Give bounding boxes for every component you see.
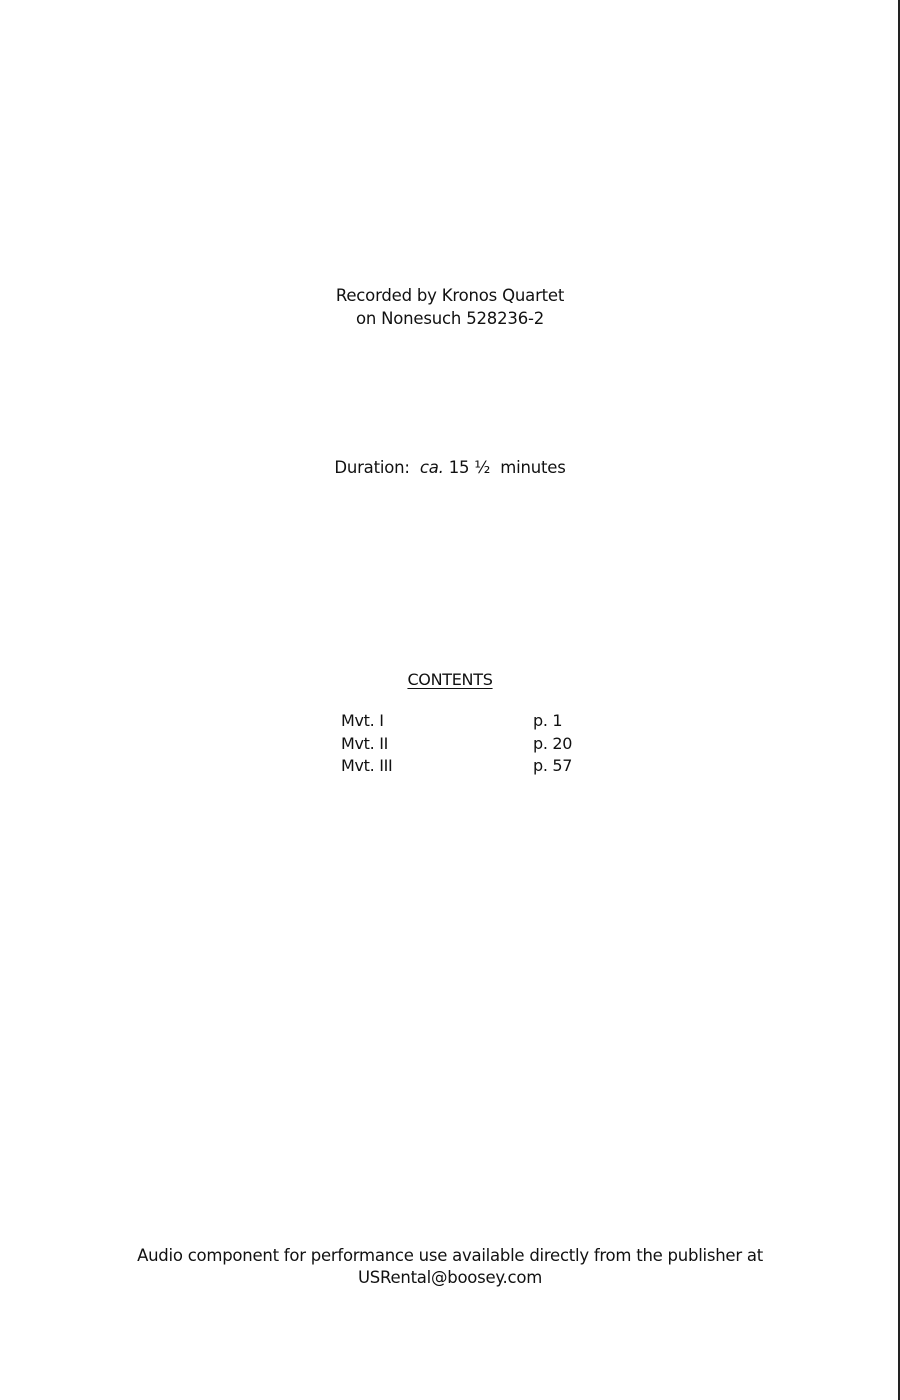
publisher-footer — [0, 1245, 900, 1289]
contents-heading: CONTENTS — [407, 670, 493, 689]
footer-line-1: Audio component for performance use available directly from the publisher at — [137, 1246, 763, 1265]
table-of-contents — [341, 710, 621, 778]
toc-page: p. 1 — [533, 711, 563, 730]
recording-info — [0, 284, 900, 330]
duration-value: 15 ½ minutes — [448, 458, 566, 477]
toc-label: Mvt. I — [341, 711, 384, 730]
toc-row-mvt-1 — [341, 710, 621, 733]
toc-page: p. 57 — [533, 756, 573, 775]
toc-row-mvt-3 — [341, 755, 621, 778]
toc-page: p. 20 — [533, 733, 573, 753]
duration-ca: ca. — [419, 458, 444, 477]
recording-line-1: Recorded by Kronos Quartet — [335, 286, 565, 305]
recording-line-2: on Nonesuch 528236-2 — [355, 309, 545, 328]
footer-email: USRental@boosey.com — [357, 1268, 543, 1287]
toc-label: Mvt. III — [341, 756, 393, 775]
duration-label: Duration: — [334, 458, 410, 477]
duration-info — [0, 456, 900, 479]
toc-row-mvt-2 — [341, 733, 621, 756]
toc-label: Mvt. II — [341, 733, 389, 753]
